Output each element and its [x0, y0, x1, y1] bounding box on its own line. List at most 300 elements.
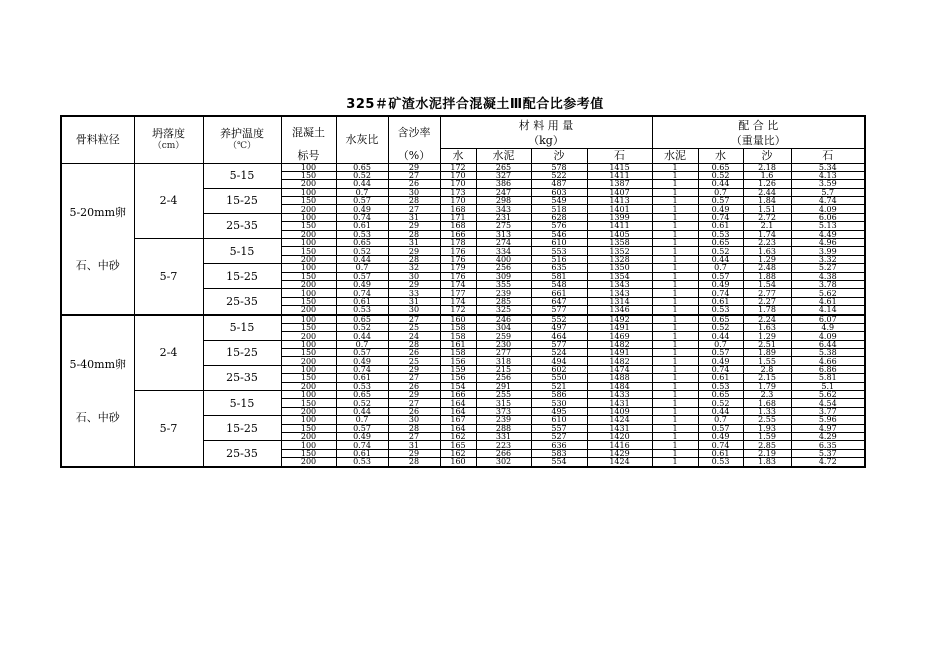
- mix-cement-cell: 1: [652, 222, 698, 230]
- stone-kg-cell: 1431: [587, 399, 652, 407]
- header-curing-unit: （℃）: [227, 140, 257, 151]
- wc-ratio-cell: 0.44: [336, 255, 388, 263]
- sand-ratio-cell: 30: [388, 272, 440, 280]
- mix-cement-cell: 1: [652, 441, 698, 449]
- cement-kg-cell: 231: [476, 213, 531, 221]
- mix-cement-cell: 1: [652, 340, 698, 348]
- grade-cell: 200: [281, 230, 336, 238]
- header-sand-unit: （%）: [388, 148, 440, 163]
- grade-cell: 150: [281, 197, 336, 205]
- cement-kg-cell: 386: [476, 180, 531, 188]
- mix-water-cell: 0.52: [698, 171, 743, 179]
- stone-kg-cell: 1482: [587, 357, 652, 365]
- header-grade: 标号: [281, 148, 336, 163]
- wc-ratio-cell: 0.52: [336, 399, 388, 407]
- wc-ratio-cell: 0.57: [336, 197, 388, 205]
- mix-water-cell: 0.53: [698, 382, 743, 390]
- stone-kg-cell: 1350: [587, 264, 652, 272]
- sand-kg-cell: 516: [531, 255, 587, 263]
- wc-ratio-cell: 0.52: [336, 323, 388, 331]
- sand-ratio-cell: 32: [388, 264, 440, 272]
- mix-cement-cell: 1: [652, 280, 698, 288]
- sand-kg-cell: 578: [531, 163, 587, 171]
- sand-ratio-cell: 31: [388, 239, 440, 247]
- sand-ratio-cell: 30: [388, 416, 440, 424]
- mix-sand-cell: 1.79: [743, 382, 791, 390]
- mix-sand-cell: 1.93: [743, 424, 791, 432]
- mix-cement-cell: 1: [652, 171, 698, 179]
- mix-water-cell: 0.44: [698, 332, 743, 340]
- grade-cell: 200: [281, 180, 336, 188]
- header-mix-ratio: 配 合 比: [652, 116, 865, 134]
- stone-kg-cell: 1488: [587, 374, 652, 382]
- sand-kg-cell: 550: [531, 374, 587, 382]
- mix-stone-cell: 6.86: [791, 365, 865, 373]
- wc-ratio-cell: 0.7: [336, 264, 388, 272]
- water-kg-cell: 166: [440, 230, 476, 238]
- wc-ratio-cell: 0.44: [336, 407, 388, 415]
- sand-kg-cell: 603: [531, 188, 587, 196]
- water-kg-cell: 168: [440, 205, 476, 213]
- wc-ratio-cell: 0.57: [336, 424, 388, 432]
- water-kg-cell: 158: [440, 323, 476, 331]
- stone-kg-cell: 1314: [587, 297, 652, 305]
- header-material-stone: 石: [587, 148, 652, 163]
- cement-kg-cell: 327: [476, 171, 531, 179]
- header-sand-ratio: 含沙率: [388, 116, 440, 148]
- mix-cement-cell: 1: [652, 407, 698, 415]
- wc-ratio-cell: 0.65: [336, 239, 388, 247]
- stone-kg-cell: 1409: [587, 407, 652, 415]
- curing-temp-cell: 5-15: [203, 315, 281, 341]
- grade-cell: 100: [281, 239, 336, 247]
- mix-water-cell: 0.57: [698, 197, 743, 205]
- sand-kg-cell: 661: [531, 289, 587, 297]
- cement-kg-cell: 288: [476, 424, 531, 432]
- mix-sand-cell: 1.84: [743, 197, 791, 205]
- water-kg-cell: 170: [440, 171, 476, 179]
- mix-water-cell: 0.74: [698, 289, 743, 297]
- wc-ratio-cell: 0.74: [336, 213, 388, 221]
- stone-kg-cell: 1413: [587, 197, 652, 205]
- mix-sand-cell: 2.55: [743, 416, 791, 424]
- wc-ratio-cell: 0.7: [336, 340, 388, 348]
- wc-ratio-cell: 0.53: [336, 230, 388, 238]
- sand-kg-cell: 586: [531, 391, 587, 399]
- sand-kg-cell: 577: [531, 306, 587, 315]
- mix-sand-cell: 1.63: [743, 247, 791, 255]
- mix-water-cell: 0.44: [698, 255, 743, 263]
- water-kg-cell: 156: [440, 357, 476, 365]
- header-mix-stone: 石: [791, 148, 865, 163]
- water-kg-cell: 162: [440, 449, 476, 457]
- sand-ratio-cell: 25: [388, 323, 440, 331]
- sand-kg-cell: 610: [531, 239, 587, 247]
- cement-kg-cell: 298: [476, 197, 531, 205]
- mix-water-cell: 0.7: [698, 264, 743, 272]
- table-row: [61, 239, 865, 247]
- sand-kg-cell: 521: [531, 382, 587, 390]
- mix-water-cell: 0.7: [698, 416, 743, 424]
- stone-kg-cell: 1491: [587, 323, 652, 331]
- cement-kg-cell: 318: [476, 357, 531, 365]
- sand-ratio-cell: 29: [388, 163, 440, 171]
- mix-cement-cell: 1: [652, 264, 698, 272]
- sand-ratio-cell: 26: [388, 180, 440, 188]
- wc-ratio-cell: 0.57: [336, 349, 388, 357]
- mix-stone-cell: 5.1: [791, 382, 865, 390]
- sand-ratio-cell: 29: [388, 247, 440, 255]
- mix-stone-cell: 4.66: [791, 357, 865, 365]
- mix-stone-cell: 5.96: [791, 416, 865, 424]
- stone-kg-cell: 1411: [587, 171, 652, 179]
- sand-kg-cell: 522: [531, 171, 587, 179]
- stone-kg-cell: 1352: [587, 247, 652, 255]
- stone-kg-cell: 1424: [587, 416, 652, 424]
- mix-stone-cell: 4.54: [791, 399, 865, 407]
- sand-kg-cell: 553: [531, 247, 587, 255]
- mix-sand-cell: 1.89: [743, 349, 791, 357]
- header-material-unit: （kg）: [440, 134, 652, 148]
- table-row: [61, 163, 865, 171]
- mix-water-cell: 0.61: [698, 449, 743, 457]
- sand-ratio-cell: 28: [388, 255, 440, 263]
- curing-temp-cell: 25-35: [203, 365, 281, 390]
- mix-stone-cell: 5.27: [791, 264, 865, 272]
- grade-cell: 200: [281, 433, 336, 441]
- mix-stone-cell: 4.09: [791, 332, 865, 340]
- sand-kg-cell: 487: [531, 180, 587, 188]
- sand-kg-cell: 602: [531, 365, 587, 373]
- sand-ratio-cell: 28: [388, 458, 440, 467]
- water-kg-cell: 170: [440, 197, 476, 205]
- header-material-cement: 水泥: [476, 148, 531, 163]
- mix-sand-cell: 2.24: [743, 315, 791, 324]
- stone-kg-cell: 1433: [587, 391, 652, 399]
- cement-kg-cell: 355: [476, 280, 531, 288]
- cement-kg-cell: 331: [476, 433, 531, 441]
- sand-ratio-cell: 30: [388, 188, 440, 196]
- cement-kg-cell: 277: [476, 349, 531, 357]
- mix-stone-cell: 4.61: [791, 297, 865, 305]
- wc-ratio-cell: 0.61: [336, 222, 388, 230]
- water-kg-cell: 172: [440, 163, 476, 171]
- grade-cell: 200: [281, 280, 336, 288]
- mix-sand-cell: 1.68: [743, 399, 791, 407]
- grade-cell: 150: [281, 297, 336, 305]
- mix-cement-cell: 1: [652, 239, 698, 247]
- wc-ratio-cell: 0.49: [336, 433, 388, 441]
- mix-cement-cell: 1: [652, 247, 698, 255]
- mix-sand-cell: 1.88: [743, 272, 791, 280]
- mix-cement-cell: 1: [652, 433, 698, 441]
- grade-cell: 100: [281, 213, 336, 221]
- stone-kg-cell: 1405: [587, 230, 652, 238]
- sand-ratio-cell: 26: [388, 407, 440, 415]
- mix-cement-cell: 1: [652, 315, 698, 324]
- cement-kg-cell: 373: [476, 407, 531, 415]
- stone-kg-cell: 1484: [587, 382, 652, 390]
- cement-kg-cell: 246: [476, 315, 531, 324]
- mix-sand-cell: 1.63: [743, 323, 791, 331]
- grade-cell: 200: [281, 382, 336, 390]
- mix-stone-cell: 4.13: [791, 171, 865, 179]
- mix-stone-cell: 5.7: [791, 188, 865, 196]
- grade-cell: 100: [281, 264, 336, 272]
- stone-kg-cell: 1407: [587, 188, 652, 196]
- curing-temp-cell: 5-15: [203, 163, 281, 188]
- curing-temp-cell: 15-25: [203, 340, 281, 365]
- mix-stone-cell: 6.07: [791, 315, 865, 324]
- mix-stone-cell: 4.74: [791, 197, 865, 205]
- sand-kg-cell: 554: [531, 458, 587, 467]
- wc-ratio-cell: 0.65: [336, 163, 388, 171]
- mix-water-cell: 0.74: [698, 365, 743, 373]
- curing-temp-cell: 25-35: [203, 289, 281, 315]
- mix-cement-cell: 1: [652, 255, 698, 263]
- sand-ratio-cell: 29: [388, 280, 440, 288]
- mix-cement-cell: 1: [652, 180, 698, 188]
- mix-water-cell: 0.57: [698, 424, 743, 432]
- wc-ratio-cell: 0.7: [336, 416, 388, 424]
- stone-kg-cell: 1474: [587, 365, 652, 373]
- mix-sand-cell: 2.8: [743, 365, 791, 373]
- curing-temp-cell: 15-25: [203, 264, 281, 289]
- mix-water-cell: 0.49: [698, 280, 743, 288]
- mix-sand-cell: 2.18: [743, 163, 791, 171]
- sand-kg-cell: 628: [531, 213, 587, 221]
- cement-kg-cell: 315: [476, 399, 531, 407]
- grade-cell: 100: [281, 315, 336, 324]
- water-kg-cell: 174: [440, 297, 476, 305]
- mix-stone-cell: 4.29: [791, 433, 865, 441]
- sand-ratio-cell: 24: [388, 332, 440, 340]
- water-kg-cell: 165: [440, 441, 476, 449]
- sand-ratio-cell: 27: [388, 315, 440, 324]
- mix-sand-cell: 1.6: [743, 171, 791, 179]
- grade-cell: 100: [281, 188, 336, 196]
- header-material-sand: 沙: [531, 148, 587, 163]
- sand-kg-cell: 647: [531, 297, 587, 305]
- sand-ratio-cell: 31: [388, 441, 440, 449]
- table-body: [61, 163, 865, 467]
- sand-ratio-cell: 28: [388, 230, 440, 238]
- mix-sand-cell: 1.59: [743, 433, 791, 441]
- mix-sand-cell: 1.29: [743, 255, 791, 263]
- grade-cell: 100: [281, 289, 336, 297]
- stone-kg-cell: 1358: [587, 239, 652, 247]
- grade-cell: 100: [281, 391, 336, 399]
- mix-cement-cell: 1: [652, 382, 698, 390]
- table-row: [61, 391, 865, 399]
- stone-kg-cell: 1429: [587, 449, 652, 457]
- sand-ratio-cell: 28: [388, 197, 440, 205]
- mix-water-cell: 0.57: [698, 349, 743, 357]
- sand-kg-cell: 495: [531, 407, 587, 415]
- mix-sand-cell: 2.1: [743, 222, 791, 230]
- mix-sand-cell: 2.48: [743, 264, 791, 272]
- mix-cement-cell: 1: [652, 458, 698, 467]
- water-kg-cell: 162: [440, 433, 476, 441]
- cement-kg-cell: 230: [476, 340, 531, 348]
- mix-stone-cell: 6.06: [791, 213, 865, 221]
- mix-cement-cell: 1: [652, 205, 698, 213]
- mix-cement-cell: 1: [652, 332, 698, 340]
- grade-cell: 200: [281, 306, 336, 315]
- wc-ratio-cell: 0.61: [336, 374, 388, 382]
- cement-kg-cell: 255: [476, 391, 531, 399]
- wc-ratio-cell: 0.53: [336, 382, 388, 390]
- grade-cell: 200: [281, 357, 336, 365]
- grade-cell: 150: [281, 272, 336, 280]
- header-curing-label: 养护温度: [220, 126, 264, 140]
- stone-kg-cell: 1343: [587, 280, 652, 288]
- mix-water-cell: 0.7: [698, 188, 743, 196]
- sand-kg-cell: 464: [531, 332, 587, 340]
- wc-ratio-cell: 0.74: [336, 441, 388, 449]
- page-title: 325＃矿渣水泥拌合混凝土Ⅲ配合比参考值: [346, 97, 604, 112]
- water-kg-cell: 164: [440, 424, 476, 432]
- wc-ratio-cell: 0.44: [336, 332, 388, 340]
- stone-kg-cell: 1343: [587, 289, 652, 297]
- cement-kg-cell: 239: [476, 416, 531, 424]
- mix-sand-cell: 1.26: [743, 180, 791, 188]
- mix-water-cell: 0.61: [698, 297, 743, 305]
- water-kg-cell: 166: [440, 391, 476, 399]
- mix-water-cell: 0.61: [698, 222, 743, 230]
- mix-stone-cell: 3.78: [791, 280, 865, 288]
- mix-water-cell: 0.65: [698, 163, 743, 171]
- mix-water-cell: 0.57: [698, 272, 743, 280]
- water-kg-cell: 170: [440, 180, 476, 188]
- sand-ratio-cell: 26: [388, 349, 440, 357]
- mix-sand-cell: 2.51: [743, 340, 791, 348]
- header-slump-label: 坍落度: [152, 126, 185, 140]
- cement-kg-cell: 274: [476, 239, 531, 247]
- grade-cell: 100: [281, 340, 336, 348]
- mix-cement-cell: 1: [652, 416, 698, 424]
- mix-water-cell: 0.49: [698, 205, 743, 213]
- sand-kg-cell: 635: [531, 264, 587, 272]
- sand-kg-cell: 518: [531, 205, 587, 213]
- sand-ratio-cell: 27: [388, 205, 440, 213]
- mix-stone-cell: 6.35: [791, 441, 865, 449]
- mix-water-cell: 0.49: [698, 433, 743, 441]
- water-kg-cell: 174: [440, 280, 476, 288]
- water-kg-cell: 171: [440, 213, 476, 221]
- water-kg-cell: 164: [440, 407, 476, 415]
- mix-water-cell: 0.65: [698, 315, 743, 324]
- mix-cement-cell: 1: [652, 323, 698, 331]
- stone-kg-cell: 1346: [587, 306, 652, 315]
- mix-stone-cell: 4.9: [791, 323, 865, 331]
- wc-ratio-cell: 0.61: [336, 297, 388, 305]
- sand-kg-cell: 576: [531, 222, 587, 230]
- cement-kg-cell: 239: [476, 289, 531, 297]
- mix-water-cell: 0.53: [698, 230, 743, 238]
- slump-cell: 2-4: [134, 163, 203, 239]
- curing-temp-cell: 15-25: [203, 188, 281, 213]
- grade-cell: 150: [281, 399, 336, 407]
- sand-kg-cell: 583: [531, 449, 587, 457]
- header-aggregate: 骨料粒径: [61, 116, 134, 163]
- mix-water-cell: 0.44: [698, 180, 743, 188]
- mix-stone-cell: 5.38: [791, 349, 865, 357]
- curing-temp-cell: 25-35: [203, 441, 281, 467]
- mix-water-cell: 0.52: [698, 323, 743, 331]
- mix-water-cell: 0.7: [698, 340, 743, 348]
- mix-sand-cell: 2.23: [743, 239, 791, 247]
- mix-water-cell: 0.65: [698, 391, 743, 399]
- grade-cell: 150: [281, 424, 336, 432]
- sand-ratio-cell: 29: [388, 391, 440, 399]
- mix-water-cell: 0.61: [698, 374, 743, 382]
- water-kg-cell: 161: [440, 340, 476, 348]
- water-kg-cell: 179: [440, 264, 476, 272]
- sand-ratio-cell: 31: [388, 213, 440, 221]
- sand-kg-cell: 636: [531, 441, 587, 449]
- water-kg-cell: 154: [440, 382, 476, 390]
- grade-cell: 100: [281, 365, 336, 373]
- stone-kg-cell: 1431: [587, 424, 652, 432]
- mix-sand-cell: 1.54: [743, 280, 791, 288]
- aggregate-label-line1: 5-20mm卵: [69, 205, 127, 219]
- cement-kg-cell: 313: [476, 230, 531, 238]
- water-kg-cell: 168: [440, 222, 476, 230]
- header-wc-ratio: 水灰比: [336, 116, 388, 163]
- sand-kg-cell: 546: [531, 230, 587, 238]
- mix-sand-cell: 2.44: [743, 188, 791, 196]
- wc-ratio-cell: 0.44: [336, 180, 388, 188]
- mix-sand-cell: 1.51: [743, 205, 791, 213]
- mix-water-cell: 0.52: [698, 247, 743, 255]
- aggregate-label-line1: 5-40mm卵: [69, 357, 127, 371]
- water-kg-cell: 164: [440, 399, 476, 407]
- mix-stone-cell: 3.77: [791, 407, 865, 415]
- grade-cell: 150: [281, 323, 336, 331]
- water-kg-cell: 173: [440, 188, 476, 196]
- header-material: 材 料 用 量: [440, 116, 652, 134]
- mix-sand-cell: 2.27: [743, 297, 791, 305]
- mix-cement-cell: 1: [652, 349, 698, 357]
- water-kg-cell: 158: [440, 349, 476, 357]
- cement-kg-cell: 266: [476, 449, 531, 457]
- mix-cement-cell: 1: [652, 357, 698, 365]
- aggregate-label-line2: 石、中砂: [75, 258, 120, 272]
- mix-stone-cell: 3.59: [791, 180, 865, 188]
- grade-cell: 200: [281, 332, 336, 340]
- mix-sand-cell: 2.72: [743, 213, 791, 221]
- sand-kg-cell: 527: [531, 433, 587, 441]
- wc-ratio-cell: 0.49: [336, 205, 388, 213]
- cement-kg-cell: 343: [476, 205, 531, 213]
- sand-ratio-cell: 28: [388, 424, 440, 432]
- sand-kg-cell: 557: [531, 424, 587, 432]
- mix-water-cell: 0.65: [698, 239, 743, 247]
- mix-stone-cell: 5.34: [791, 163, 865, 171]
- mix-water-cell: 0.74: [698, 441, 743, 449]
- stone-kg-cell: 1469: [587, 332, 652, 340]
- mix-cement-cell: 1: [652, 272, 698, 280]
- stone-kg-cell: 1492: [587, 315, 652, 324]
- mix-water-cell: 0.53: [698, 306, 743, 315]
- sand-kg-cell: 497: [531, 323, 587, 331]
- mix-stone-cell: 5.37: [791, 449, 865, 457]
- mix-stone-cell: 5.13: [791, 222, 865, 230]
- stone-kg-cell: 1387: [587, 180, 652, 188]
- mix-sand-cell: 2.19: [743, 449, 791, 457]
- sand-ratio-cell: 29: [388, 449, 440, 457]
